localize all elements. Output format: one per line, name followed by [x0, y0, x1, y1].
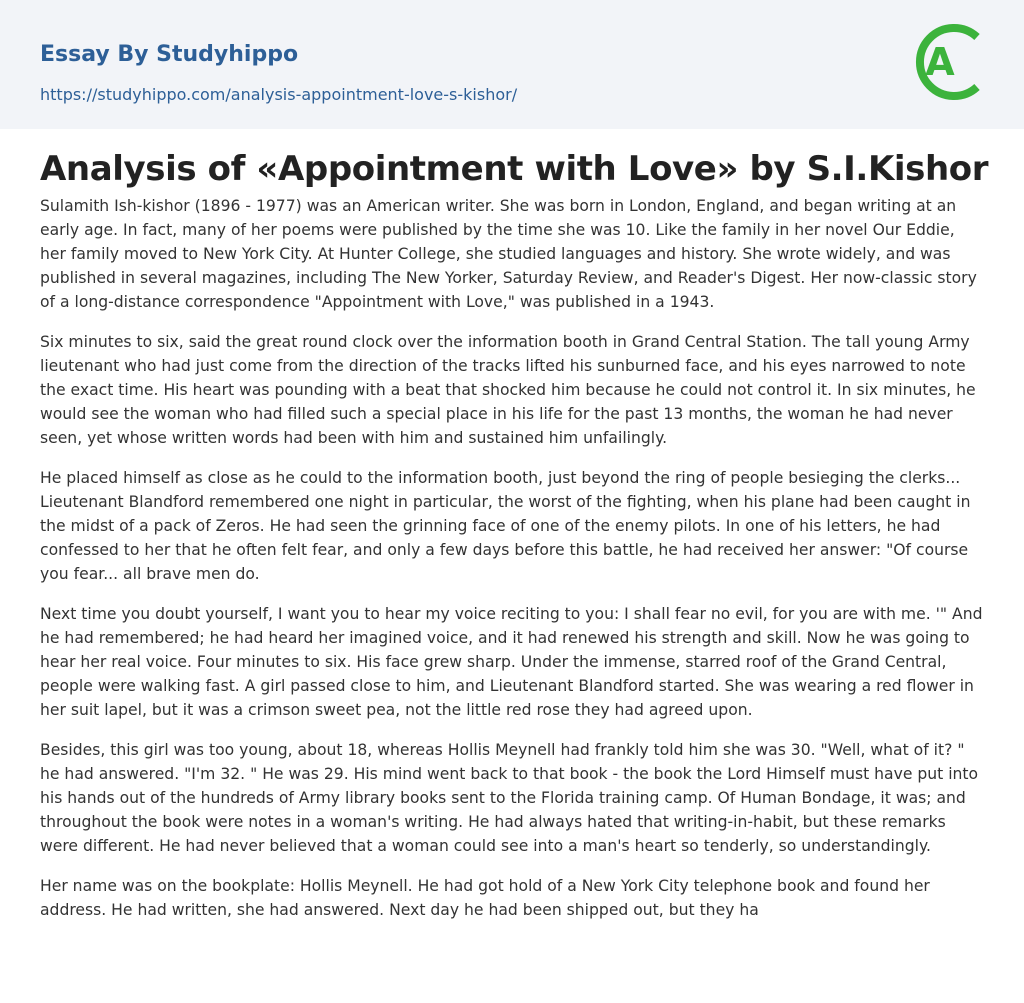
article [0, 129, 1024, 922]
article-paragraph-5: Besides, this girl was too young, about 18, whereas Hollis Meynell had frankly told him she was 30. "Well, what of it? " he had answered. "I'm 32. " He was 29. His mind went back to that book - the book the Lord Himself must have put into his hands out of the hundreds of Army library books sent to the Florida training camp. Of Human Bondage, it was; and throughout the book were notes in a woman's writing. He had always hated that writing-in-habit, but these remarks were different. He had never believed that a woman could see into a man's heart so tenderly, so understandingly. [40, 741, 979, 855]
brand-title[interactable]: Essay By Studyhippo [40, 42, 299, 67]
studyhippo-logo-icon[interactable] [908, 18, 988, 106]
article-paragraph-3: He placed himself as close as he could to the information booth, just beyond the ring of people besieging the clerks... Lieutenant Blandford remembered one night in particular, the worst of the fighting, when his plane had been caught in the midst of a pack of Zeros. He had seen the grinning face of one of the enemy pilots. In one of his letters, he had confessed to her that he often felt fear, and only a few days before this battle, he had received her answer: "Of course you fear... all brave men do. [40, 469, 971, 583]
article-paragraph-2: Six minutes to six, said the great round clock over the information booth in Grand Central Station. The tall young Army lieutenant who had just come from the direction of the tracks lifted his sunburned face, and his eyes narrowed to note the exact time. His heart was pounding with a beat that shocked him because he could not control it. In six minutes, he would see the woman who had filled such a special place in his life for the past 13 months, the woman he had never seen, yet whose written words had been with him and sustained him unfailingly. [40, 333, 976, 447]
site-header [0, 0, 1024, 129]
logo-letter: A [925, 40, 955, 84]
page-url-link[interactable]: https://studyhippo.com/analysis-appointment-love-s-kishor/ [40, 85, 518, 104]
article-paragraph-1: Sulamith Ish-kishor (1896 - 1977) was an American writer. She was born in London, England, and began writing at an early age. In fact, many of her poems were published by the time she was 10. Like the family in her novel Our Eddie, her family moved to New York City. At Hunter College, she studied languages and history. She wrote widely, and was published in several magazines, including The New Yorker, Saturday Review, and Reader's Digest. Her now-classic story of a long-distance correspondence "Appointment with Love," was published in a 1943. [40, 197, 977, 311]
article-paragraph-6: Her name was on the bookplate: Hollis Meynell. He had got hold of a New York City telephone book and found her address. He had written, she had answered. Next day he had been shipped out, but they ha [40, 877, 930, 919]
article-paragraph-4: Next time you doubt yourself, I want you to hear my voice reciting to you: I shall fear no evil, for you are with me. '" And he had remembered; he had heard her imagined voice, and it had renewed his strength and skill. Now he was going to hear her real voice. Four minutes to six. His face grew sharp. Under the immense, starred roof of the Grand Central, people were walking fast. A girl passed close to him, and Lieutenant Blandford started. She was wearing a red flower in her suit lapel, but it was a crimson sweet pea, not the little red rose they had agreed upon. [40, 605, 983, 719]
article-title: Analysis of «Appointment with Love» by S.I.Kishor [40, 149, 989, 189]
